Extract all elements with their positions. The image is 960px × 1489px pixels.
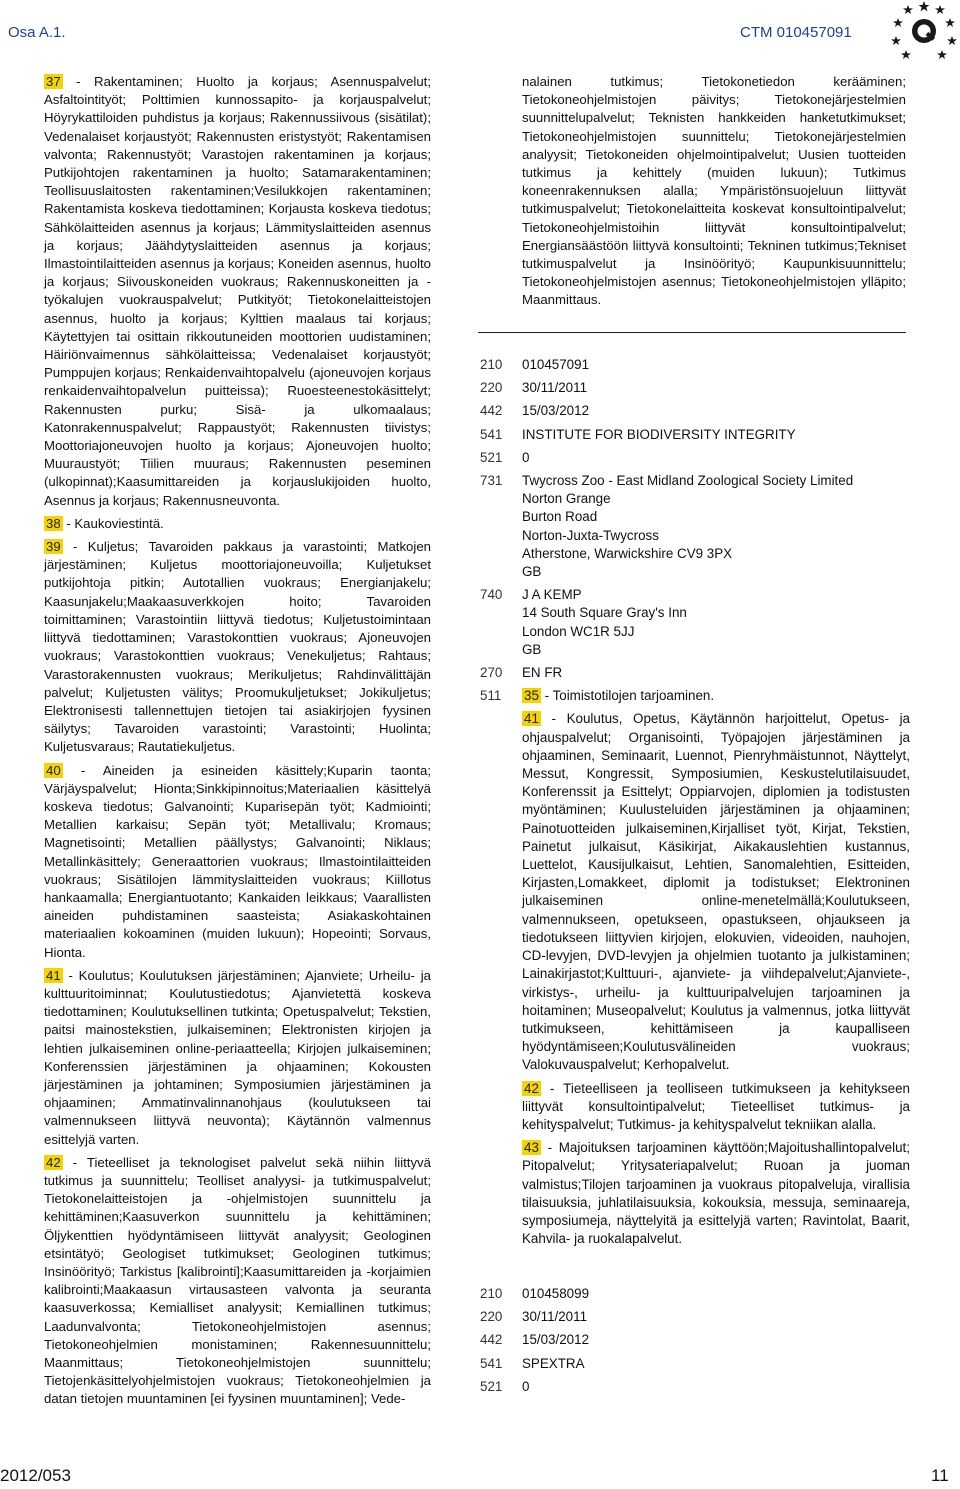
class-entry: 43 - Majoituksen tarjoaminen käyttöön;Majoitushallintopalvelut; Pitopalvelut; Yritysateriapalvelut; Ruoan ja juoman valmistus;Tilojen tarjoaminen ja vuokraus pitopalveluja, virallisia tilaisuuksia, juhlatilaisuuksia, kokouksia, messuja, seminaareja, symposiumeja, näyttelyitä ja esittelyjä varten; Ravintolat, Baarit, Kahvila- ja ruokalapalvelut.	[522, 1140, 910, 1247]
trademark-record	[480, 1285, 910, 1396]
field-220: 220 30/11/2011	[480, 1309, 588, 1325]
class-number-badge: 42	[46, 1154, 61, 1170]
field-442: 442 15/03/2012	[480, 403, 590, 419]
field-511: 511 35 - Toimistotilojen tarjoaminen. 41 - Koulutus, Opetus, Käytännön harjoittelut, Opetus- ja ohjauspalvelut; Organisointi, Työpajojen järjestäminen ja ohjaaminen, Seminaarit, Luennot, Pienryhmäistunnot, Näyttelyt, Messut, Kongressit, Symposiumien, Keskustelutilaisuudet, Konferenssit ja Esittelyt; Oppiarvojen, diplomien ja todistusten myöntäminen; Kuulusteluiden järjestäminen ja ohjaaminen; Painotuotteiden julkaiseminen,Kirjalliset työt, Kirjat, Tekstien, Painetut julkaisut, Käsikirjat, Aikakauslehtien kustannus, Luettelot, Kausijulkaisut, Lehtien, Sanomalehtien, Esitteiden, Kirjasten,Lomakkeet, diplomit ja todistukset; Elektroninen julkaiseminen online-menetelmällä;Koulutukseen, valmennukseen, opetukseen, opastukseen, ohjaukseen ja tiedotukseen liittyvien kirjojen, elokuvien, videoiden, nauhojen, CD-levyjen, DVD-levyjen ja ohjelmien tuotanto ja julkistaminen; Lainakirjastot;Kulttuuri-, ajanviete- ja viihdepalvelut;Ajanviete-, virkistys-, urheilu- ja kulttuuripalvelujen tarjoaminen ja hoitaminen; Museopalvelut; Koulutus ja valmennus, jotka liittyvät tutkimukseen, kehittämiseen ja kaupalliseen hyödyntämiseen;Koulutusvälineiden vuokraus; Valokuvauspalvelut; Kerhopalvelut. 42 - Tieteelliseen ja teolliseen tutkimukseen ja kehitykseen liittyvät konsultointipalvelut; Tieteelliset tutkimus- ja kehityspalvelut; Tutkimus- ja kehityspalvelut tekniikan alalla. 43 - Majoituksen tarjoaminen käyttöön;Majoitushallintopalvelut; Pitopalvelut; Yritysateriapalvelut; Ruoan ja juoman valmistus;Tilojen tarjoaminen ja vuokraus pitopalveluja, virallisia tilaisuuksia, juhlatilaisuuksia, kokouksia, messuja, seminaareja, symposiumeja, näyttelyitä ja esittelyjä varten; Ravintolat, Baarit, Kahvila- ja ruokalapalvelut.	[480, 687, 910, 1253]
class-entry	[44, 1154, 431, 1409]
class-text: - Kuljetus; Tavaroiden pakkaus ja varastointi; Matkojen järjestäminen; Kuljetus moottoriajoneuvoilla; Kuljetukset putkijohtoja pitkin; Autotallien vuokraus; Energianjakelu; Kaasunjakelu;Maakaasuverkkojen hoito; Tavaroiden toimittaminen; Varastointiin liittyvä tiedotus; Kuljetustoimintaan liittyvä tiedottaminen; Varastokonttien vuokraus; Ajoneuvojen vuokraus; Varastokonttien vuokraus; Venekuljetus; Rahtaus; Varastorakennusten vuokraus; Merikuljetus; Rahdinvälittäjän palvelut; Kuljetusten välitys; Proomukuljetukset; Jokikuljetus; Elektronisesti tallennettujen tietojen tai asiakirjojen fyysinen säilytys; Tavaroiden varastointi; Varastointi; Huolinta; Kuljetusvaraus; Rautatiekuljetus.	[44, 539, 431, 755]
class-number-badge: 43	[524, 1140, 539, 1156]
field-521: 521 0	[480, 1378, 530, 1394]
field-220: 220 30/11/2011	[480, 380, 588, 396]
class-entry	[44, 73, 431, 510]
class-number-badge: 35	[524, 688, 539, 704]
class-entry	[44, 515, 431, 533]
representative-address: J A KEMP 14 South Square Gray's Inn London WC1R 5JJ GB	[522, 587, 687, 657]
class-entry: 41 - Koulutus, Opetus, Käytännön harjoittelut, Opetus- ja ohjauspalvelut; Organisointi, Työpajojen järjestäminen ja ohjaaminen, Seminaarit, Luennot, Pienryhmäistunnot, Näyttelyt, Messut, Kongressit, Symposiumien, Keskustelutilaisuudet, Konferenssit ja Esittelyt; Oppiarvojen, diplomien ja todistusten myöntäminen; Kuulusteluiden järjestäminen ja ohjaaminen; Painotuotteiden julkaiseminen,Kirjalliset työt, Kirjat, Tekstien, Painetut julkaisut, Käsikirjat, Aikakauslehtien kustannus, Luettelot, Kausijulkaisut, Lehtien, Sanomalehtien, Esitteiden, Kirjasten,Lomakkeet, diplomit ja todistukset; Elektroninen julkaiseminen online-menetelmällä;Koulutukseen, valmennukseen, opetukseen, opastukseen, ohjaukseen ja tiedotukseen liittyvien kirjojen, elokuvien, videoiden, nauhojen, CD-levyjen, DVD-levyjen ja ohjelmien tuotanto ja julkistaminen; Lainakirjastot;Kulttuuri-, ajanviete- ja viihdepalvelut;Ajanviete-, virkistys-, urheilu- ja kulttuuripalvelujen tarjoaminen ja hoitaminen; Museopalvelut; Koulutus ja valmennus, jotka liittyvät tutkimukseen, kehittämiseen ja kaupalliseen hyödyntämiseen;Koulutusvälineiden vuokraus; Valokuvauspalvelut; Kerhopalvelut.	[522, 711, 910, 1073]
class-number-badge: 37	[46, 74, 61, 89]
field-541: 541 INSTITUTE FOR BIODIVERSITY INTEGRITY	[480, 426, 796, 442]
class-entry: 42 - Tieteelliseen ja teolliseen tutkimukseen ja kehitykseen liittyvät konsultointipalvelut; Tieteelliset tutkimus- ja kehityspalvelut; Tutkimus- ja kehityspalvelut tekniikan alalla.	[522, 1080, 910, 1132]
trademark-record	[480, 356, 910, 1253]
class-number-badge: 42	[524, 1080, 539, 1096]
field-521: 521 0	[480, 449, 530, 465]
class-text: - Tieteelliset ja teknologiset palvelut sekä niihin liittyvä tutkimus ja suunnittelu; Teolliset analyysi- ja tutkimuspalvelut; Tietokonelaitteistojen ja -ohjelmistojen suunnittelu ja kehittäminen;Kaasuverkon suunnittelu ja kehittäminen; Öljykenttien hyödyntämiseen liittyvät analyysit; Geologinen etsintätyö; Geologiset tutkimukset; Geologinen tutkimus; Insinöörityö; Tarkistus [kalibrointi];Kaasumittareiden ja -korjaimien kalibrointi;Maakaasun virtausasteen valvonta ja seuranta kaasuverkossa; Kemialliset analyysit; Kemiallinen tutkimus; Laadunvalvonta; Tietokoneohjelmistojen asennus; Tietokoneohjelmien monistaminen; Rakennesuunnittelu; Maanmittaus; Tietokoneohjelmistojen suunnittelu; Tietojenkäsittelyohjelmistojen vuokraus; Tietokoneohjelmien ja datan tietojen muuntaminen [ei fyysinen muuntaminen]; Vede-	[44, 1154, 431, 1407]
continued-text: nalainen tutkimus; Tietokonetiedon kerääminen; Tietokoneohjelmistojen päivitys; Tietokonejärjestelmien suunnittelupalvelut; Teknisten hankkeiden hanketutkimukset; Tietokoneohjelmistojen suunnittelu; Tietokonejärjestelmien analyysit; Tietokoneiden ohjelmointipalvelut; Uusien tuotteiden tutkimus ja kehittely (muiden lukuun); Tutkimus koneenrakennuksen alalla; Ympäristönsuojeluun liittyvät tutkimuspalvelut; Tietokonelaitteita koskevat konsultointipalvelut; Tietokoneohjelmistoihin liittyvät konsultointipalvelut; Energiansäästöön liittyvä konsultointi; Tekninen tutkimus;Tekniset tutkimuspalvelut ja Insinöörityö; Kaupunkisuunnittelu; Tietokoneohjelmistojen asennus; Tietokoneohjelmistojen ylläpito; Maanmittaus.	[522, 74, 906, 308]
field-740: 740 J A KEMP 14 South Square Gray's Inn London WC1R 5JJ GB	[480, 586, 910, 659]
field-270: 270 EN FR	[480, 665, 563, 681]
ctm-number: CTM 010457091	[740, 24, 852, 41]
field-731: 731 Twycross Zoo - East Midland Zoological Society Limited Norton Grange Burton Road Norton-Juxta-Twycross Atherstone, Warwickshire CV9 3PX GB	[480, 472, 910, 581]
field-210: 210 010458099	[480, 1286, 590, 1301]
class-text: - Kaukoviestintä.	[62, 515, 164, 531]
record-divider	[478, 332, 906, 333]
class-text: - Koulutus; Koulutuksen järjestäminen; Ajanviete; Urheilu- ja kulttuuritoiminnat; Koulutustiedotus; Ajanvietettä koskeva tiedottaminen; Koulutuksellinen tutkinta; Opetuspalvelut; Tekstien, paitsi mainostekstien, julkaiseminen; Elektronisten kirjojen ja lehtien julkaiseminen online-periaatteella; Kirjojen julkaiseminen; Konferenssien järjestäminen ja ohjaaminen; Kokousten järjestäminen ja johtaminen; Symposiumien järjestäminen ja ohjaaminen; Ammatinvalinnanohjaus (koulutukseen tai valmennukseen liittyvä neuvonta); Käytännön valmennus esittelyjä varten.	[44, 967, 431, 1147]
field-541: 541 SPEXTRA	[480, 1355, 585, 1371]
class-text: - Rakentaminen; Huolto ja korjaus; Asennuspalvelut; Asfaltointityöt; Polttimien kunnossapito- ja korjauspalvelut; Höyrykattiloiden puhdistus ja korjaus; Rakennussiivous (sisätilat); Vedenalaiset korjaustyöt; Rakennusten eristystyöt; Rakentamisen valvonta; Rakennustyöt; Varastojen rakentaminen ja korjaus; Putkijohtojen rakentaminen ja huolto; Satamarakentaminen; Teollisuuslaitosten rakentaminen;Vesilukkojen rakentaminen; Rakentamista koskeva tiedottaminen; Korjausta koskeva tiedotus; Sähkölaitteiden asennus ja korjaus; Lämmityslaitteiden asennus ja korjaus; Jäähdytyslaitteiden asennus ja korjaus; Ilmastointilaitteiden asennus ja korjaus; Koneiden asennus, huolto ja korjaus; Siivouskoneiden vuokraus; Rakennuskoneitten ja -työkalujen vuokrauspalvelut; Putkityöt; Tietokonelaitteistojen asennus, huolto ja korjaus; Kylttien maalaus tai korjaus; Käytettyjen tai osittain rikkoutuneiden moottorien uudistaminen; Häiriönvaimennus sähkölaitteissa; Vedenalaiset korjaustyöt; Pumppujen korjaus; Renkaidenvaihtopalvelu (ajoneuvojen korjaus renkaidenvaihtopalvelun puitteissa); Ruoesteenestokäsittelyt; Rakennusten purku; Sisä- ja ulkomaalaus; Katonrakennuspalvelut; Rappaustyöt; Rakennusten tiivistys; Moottoriajoneuvojen huolto ja korjaus; Ajoneuvojen huolto; Muuraustyöt; Tiilien muuraus; Rakennusten peseminen (ulkopinnat);Kaasumittareiden ja korjauslukijoiden huolto, Asennus ja korjaus; Rakennusneuvonta.	[44, 74, 431, 508]
field-210: 210 010457091	[480, 357, 590, 372]
left-column	[44, 73, 431, 1414]
class-number-badge: 41	[46, 967, 61, 983]
class-entry	[44, 538, 431, 756]
ohim-stars-logo-icon	[890, 0, 958, 62]
class-number-badge: 40	[46, 762, 61, 778]
class-number-badge: 38	[46, 515, 61, 531]
class-entry: 35 - Toimistotilojen tarjoaminen.	[524, 688, 715, 704]
class-entry	[44, 762, 431, 962]
page-number: 11	[931, 1466, 949, 1485]
class-text: - Aineiden ja esineiden käsittely;Kuparin taonta; Värjäyspalvelut; Hionta;Sinkkipinnoitus;Materiaalien käsittelyä koskeva tiedotus; Galvanointi; Kuparisepän työt; Kadmiointi; Metallien karkaisu; Sepän työt; Metallivalu; Kromaus; Magnetisointi; Metallien päällystys; Galvanointi; Niklaus; Metallinkäsittely; Generaattorien vuokraus; Ilmastointilaitteiden vuokraus; Sisätilojen lämmityslaitteiden vuokraus; Kiillotus hankaamalla; Energiantuotanto; Kankaiden leikkaus; Vaarallisten aineiden puhdistaminen saasteista; Asiakaskohtainen materiaalien kokoaminen (muiden lukuun); Hopeointi; Sorvaus, Hionta.	[44, 762, 431, 960]
class-number-badge: 41	[524, 711, 539, 727]
section-label: Osa A.1.	[8, 24, 66, 41]
goods-services-list	[522, 687, 910, 1253]
class-entry	[44, 967, 431, 1149]
field-442: 442 15/03/2012	[480, 1332, 590, 1348]
bulletin-issue: 2012/053	[0, 1466, 71, 1485]
class-number-badge: 39	[46, 539, 61, 555]
owner-address: Twycross Zoo - East Midland Zoological Society Limited Norton Grange Burton Road Norton-Juxta-Twycross Atherstone, Warwickshire CV9 3PX GB	[522, 473, 854, 580]
